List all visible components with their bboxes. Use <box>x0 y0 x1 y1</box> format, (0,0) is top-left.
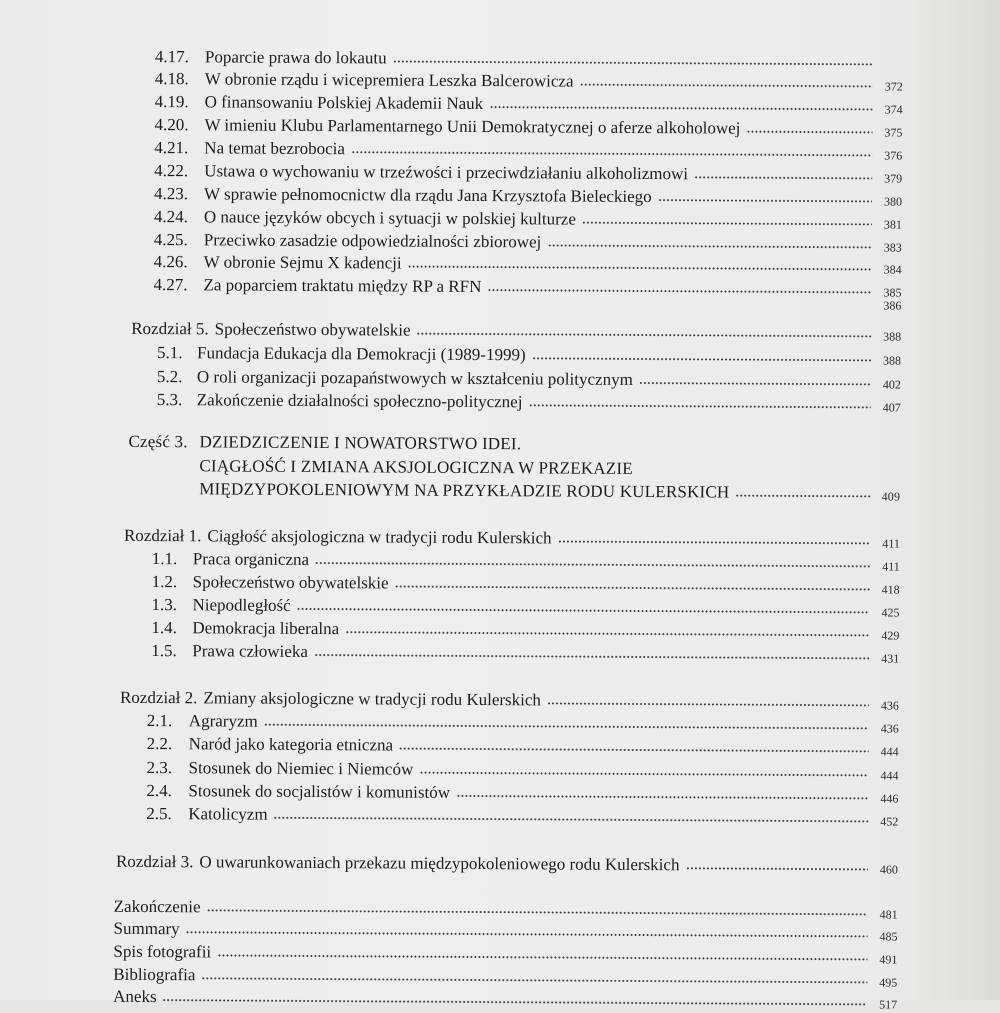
toc-entry-title: Stosunek do Niemiec i Niemców <box>188 757 413 780</box>
toc-entry-number: 5.1. <box>157 342 197 364</box>
part-label: Część 3. <box>128 430 187 453</box>
dot-leader <box>163 997 868 1007</box>
part-3-heading <box>128 430 900 515</box>
toc-entry-title: Społeczeństwo obywatelskie <box>193 571 389 594</box>
dot-leader <box>685 865 868 872</box>
dot-leader <box>314 652 869 661</box>
toc-entry-number: 1.2. <box>152 571 193 593</box>
toc-entry-title: Stosunek do socjalistów i komunistów <box>188 780 450 804</box>
dot-leader <box>217 952 867 962</box>
chapter-3-heading <box>116 851 898 878</box>
toc-entry-number: 2.2. <box>147 733 189 755</box>
chapter-title: Społeczeństwo obywatelskie <box>215 318 411 341</box>
dot-leader <box>399 746 869 755</box>
toc-entry-1-1 <box>152 548 900 575</box>
toc-entry-page: 425 <box>875 605 899 619</box>
toc-entry-number: 4.25. <box>154 229 204 251</box>
toc-entry-4-26 <box>154 251 902 278</box>
toc-entry-number: 5.3. <box>157 389 197 411</box>
dot-leader <box>694 174 872 181</box>
dot-leader <box>408 264 872 273</box>
toc-entry-title: Prawa człowieka <box>192 640 308 663</box>
toc-entry-page: 374 <box>879 102 903 116</box>
toc-entry-number: 4.18. <box>155 68 205 90</box>
dot-leader <box>547 700 869 708</box>
toc-entry-2-1 <box>147 710 899 737</box>
dot-leader <box>746 129 872 136</box>
chapter-number: Rozdział 2. <box>120 687 198 709</box>
toc-entry-4-21 <box>154 137 902 164</box>
part-title-line-3: MIĘDZYPOKOLENIOWYM NA PRZYKŁADZIE RODU KULERSKICH <box>199 478 729 503</box>
chapter-title: O uwarunkowaniach przekazu międzypokoleniowego rodu Kulerskich <box>199 851 679 876</box>
dot-leader <box>419 770 868 779</box>
part-title-line-1: DZIEDZICZENIE I NOWATORSTWO IDEI. <box>199 430 521 455</box>
toc-entry-2-5 <box>146 803 898 830</box>
toc-entry-page: 383 <box>878 240 902 254</box>
toc-entry-number: 1.5. <box>151 640 192 662</box>
toc-entry-4-27 <box>153 274 901 301</box>
chapter-page: 436 <box>875 698 899 712</box>
toc-entry-title: Fundacja Edukacja dla Demokracji (1989-1999) <box>197 342 526 366</box>
toc-entry-page: 407 <box>877 400 901 414</box>
toc-entry-title: Praca organiczna <box>193 548 309 571</box>
dot-leader <box>351 149 872 158</box>
toc-entry-4-23 <box>154 183 902 210</box>
toc-entry-title: Naród jako kategoria etniczna <box>189 733 394 756</box>
toc-entry-title: Zakończenie działalności społeczno-politycznej <box>197 389 523 413</box>
dot-leader <box>658 197 872 204</box>
toc-entry-5-3 <box>157 389 901 416</box>
toc-entry-title: Przeciwko zasadzie odpowiedzialności zbiorowej <box>204 229 542 253</box>
toc-entry-page: 375 <box>878 125 902 139</box>
chapter-number: Rozdział 1. <box>124 525 202 547</box>
toc-entry-number: 4.24. <box>154 206 204 228</box>
toc-entry-title: Katolicyzm <box>188 803 267 825</box>
toc-entry-number: 2.4. <box>146 780 188 802</box>
chapter-number: Rozdział 5. <box>131 318 209 340</box>
chapter-title: Zmiany aksjologiczne w tradycji rodu Kulerskich <box>203 687 541 711</box>
chapter-page: 460 <box>874 862 898 876</box>
chapter-number: Rozdział 3. <box>116 851 194 873</box>
toc-entry-page: 481 <box>874 907 898 921</box>
toc-entry-page: 379 <box>878 171 902 185</box>
toc-entry-title: Bibliografia <box>113 964 195 987</box>
chapter-title: Ciągłość aksjologiczna w tradycji rodu Kulerskich <box>207 525 551 549</box>
toc-entry-1-2 <box>152 571 900 598</box>
toc-entry-title: Zakończenie <box>114 896 201 919</box>
toc-entry-page: 384 <box>878 262 902 276</box>
toc-entry-title: Niepodległość <box>192 594 290 617</box>
dot-leader <box>487 287 871 295</box>
toc-entry-4-18 <box>155 68 903 95</box>
chapter-page: 388 <box>877 329 901 343</box>
part-page: 409 <box>876 489 900 503</box>
toc-entry-title: W obronie Sejmu X kadencji <box>204 251 402 274</box>
toc-entry-title: Spis fotografii <box>113 941 211 964</box>
dot-leader <box>186 929 868 939</box>
toc-entry-aneks <box>113 986 897 1013</box>
chapter-page: 411 <box>876 536 900 550</box>
toc-entry-page: 411 <box>876 559 900 573</box>
toc-entry-page: 385 <box>877 285 901 299</box>
toc-entry-number: 4.22. <box>154 160 204 182</box>
toc-entry-page: 381 <box>878 217 902 231</box>
toc-entry-title: Poparcie prawa do lokautu <box>205 46 387 69</box>
dot-leader <box>315 560 870 569</box>
toc-entry-page: 444 <box>875 744 899 758</box>
part-title-line-3-row <box>199 478 900 504</box>
dot-leader <box>417 331 872 340</box>
toc-entry-number: 4.23. <box>154 183 204 205</box>
toc-entry-page: 452 <box>874 814 898 828</box>
chapter-5-heading <box>131 318 901 345</box>
dot-leader <box>528 402 870 410</box>
toc-entry-2-3 <box>146 757 898 784</box>
toc-entry-page: 376 <box>878 148 902 162</box>
toc-entry-title: Summary <box>114 918 180 940</box>
toc-entry-page: 380 <box>878 194 902 208</box>
toc-entry-title: Ustawa o wychowaniu w trzeźwości i przeciwdziałaniu alkoholizmowi <box>204 160 688 185</box>
toc-entry-number: 4.20. <box>154 114 204 136</box>
toc-entry-page: 495 <box>873 975 897 989</box>
toc-entry-page: 436 <box>875 721 899 735</box>
toc-entry-title: Za poparciem traktatu między RP a RFN <box>203 274 481 298</box>
dot-leader <box>532 355 871 363</box>
toc-entry-2-2 <box>147 733 899 760</box>
toc-entry-number: 1.3. <box>151 594 192 616</box>
toc-entry-page: 517 <box>873 997 897 1011</box>
dot-leader <box>393 58 873 67</box>
toc-entry-title: O nauce języków obcych i sytuacji w polskiej kulturze <box>204 206 576 230</box>
toc-entry-title: Na temat bezrobocia <box>204 137 345 160</box>
toc-entry-2-4 <box>146 780 898 807</box>
toc-entry-number: 2.3. <box>146 757 188 779</box>
dot-leader <box>547 242 872 250</box>
toc-entry-page: 491 <box>873 952 897 966</box>
toc-entry-5-1 <box>157 342 901 369</box>
toc-entry-page: 418 <box>876 582 900 596</box>
toc-entry-number: 4.17. <box>155 46 205 68</box>
toc-entry-title: O roli organizacji pozapaństwowych w kształceniu politycznym <box>197 366 633 391</box>
toc-entry-title: O finansowaniu Polskiej Akademii Nauk <box>205 91 484 115</box>
toc-entry-1-3 <box>151 594 899 621</box>
part-title-line-2: CIĄGŁOŚĆ I ZMIANA AKSJOLOGICZNA W PRZEKAZIE <box>199 454 633 480</box>
toc-entry-4-19 <box>155 91 903 118</box>
dot-leader <box>558 538 870 546</box>
toc-entry-title: Aneks <box>113 986 157 1008</box>
toc-entry-number: 1.4. <box>151 617 192 639</box>
toc-entry-number: 4.21. <box>154 137 204 159</box>
toc-entry-5-2 <box>157 366 901 393</box>
toc-entry-number: 1.1. <box>152 548 193 570</box>
toc-entry-number: 2.1. <box>147 710 189 732</box>
toc-entry-number: 5.2. <box>157 366 197 388</box>
stray-page-number: 386 <box>877 298 901 312</box>
toc-entry-number: 4.27. <box>153 274 203 296</box>
dot-leader <box>735 493 870 500</box>
toc-entry-number: 2.5. <box>146 803 188 825</box>
dot-leader <box>201 975 867 985</box>
dot-leader <box>297 606 870 615</box>
toc-entry-page: 429 <box>875 628 899 642</box>
toc-entry-number: 4.19. <box>155 91 205 113</box>
toc-entry-4-24 <box>154 206 902 233</box>
toc-entry-page: 402 <box>877 377 901 391</box>
dot-leader <box>489 104 872 112</box>
toc-entry-title: Demokracja liberalna <box>192 617 339 640</box>
dot-leader <box>395 584 870 593</box>
toc-entry-page: 431 <box>875 651 899 665</box>
toc-entry-title: W sprawie pełnomocnictw dla rządu Jana Krzysztofa Bieleckiego <box>204 183 652 208</box>
toc-entry-page: 372 <box>879 79 903 93</box>
toc-entry-page: 388 <box>877 353 901 367</box>
toc-entry-1-5 <box>151 640 899 667</box>
dot-leader <box>264 722 869 732</box>
toc-entry-title: W imieniu Klubu Parlamentarnego Unii Demokratycznej o aferze alkoholowej <box>204 114 740 139</box>
toc-entry-page: 485 <box>873 929 897 943</box>
dot-leader <box>207 907 868 917</box>
toc-entry-4-20 <box>154 114 902 141</box>
toc-entry-4-22 <box>154 160 902 187</box>
dot-leader <box>582 220 872 228</box>
toc-entry-title: W obronie rządu i wicepremiera Leszka Balcerowicza <box>205 68 574 92</box>
dot-leader <box>456 793 868 802</box>
toc-entry-title: Agraryzm <box>189 710 258 732</box>
dot-leader <box>579 82 872 90</box>
toc-entry-page: 444 <box>874 768 898 782</box>
toc-entry-number: 4.26. <box>154 251 204 273</box>
dot-leader <box>345 629 869 638</box>
toc-entry-page: 446 <box>874 791 898 805</box>
toc-entry-1-4 <box>151 617 899 644</box>
dot-leader <box>274 815 869 825</box>
dot-leader <box>639 380 871 387</box>
